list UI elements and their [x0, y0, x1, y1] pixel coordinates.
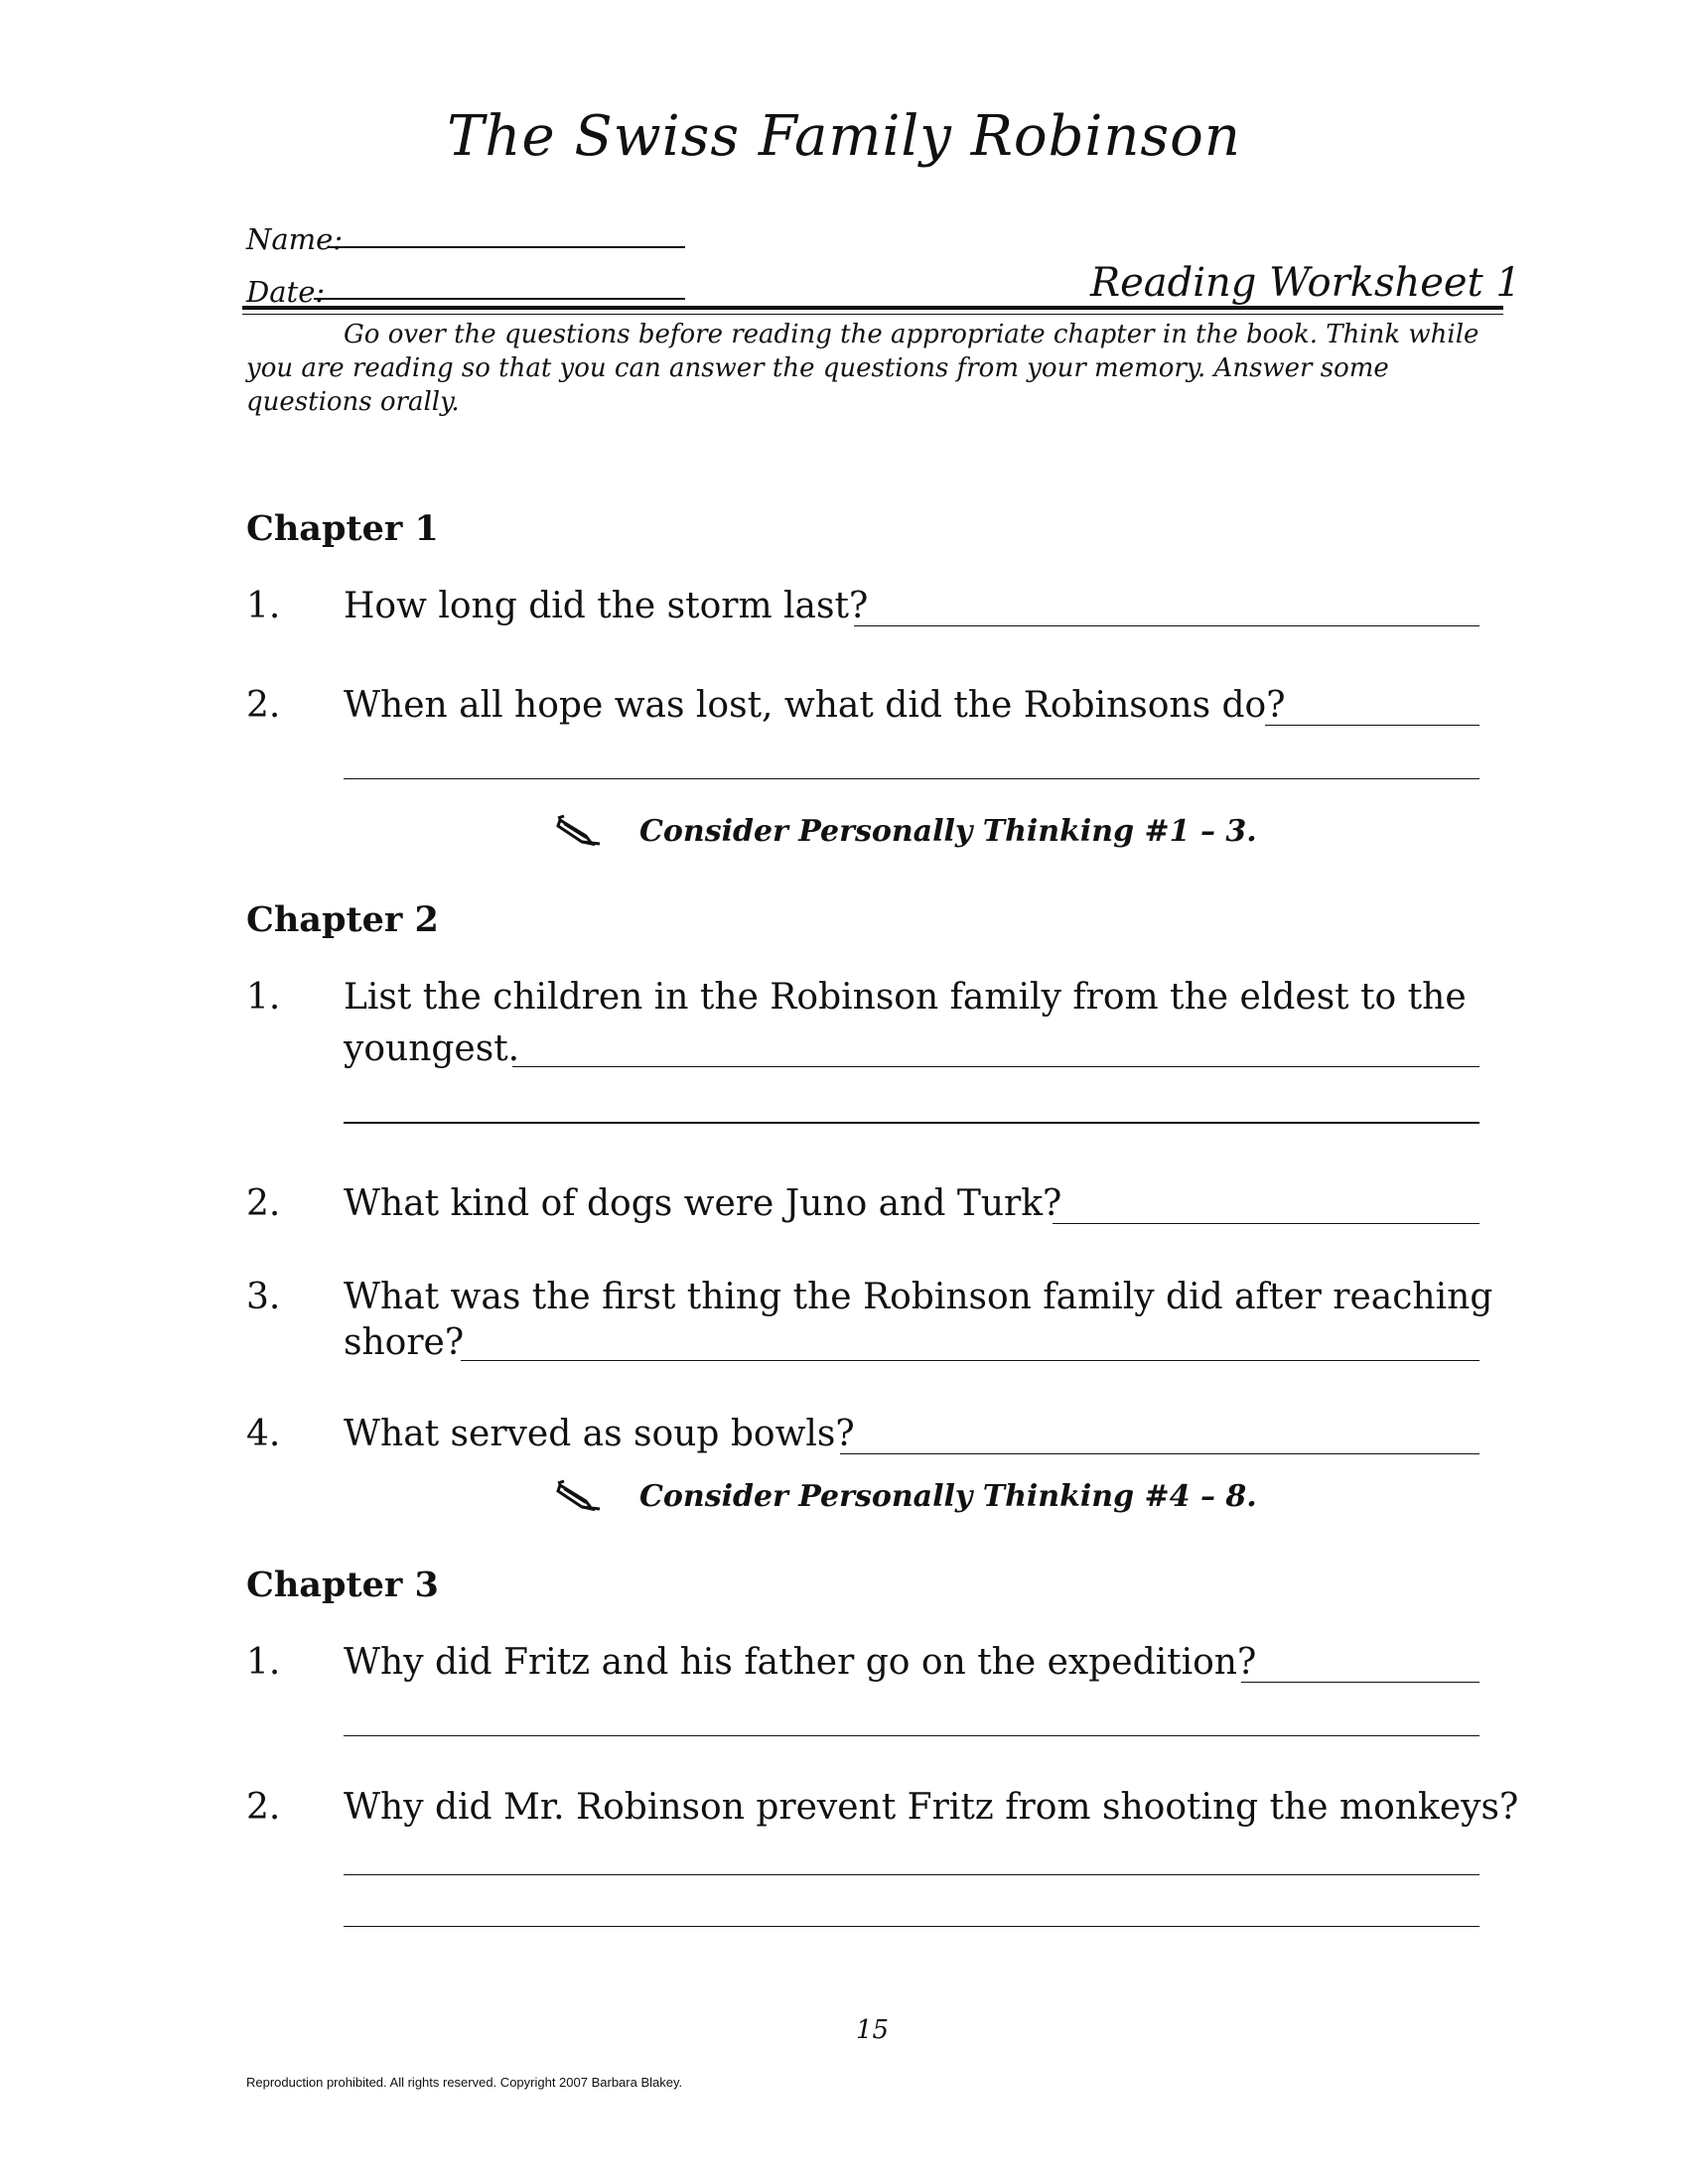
copyright-notice: Reproduction prohibited. All rights reserved. Copyright 2007 Barbara Blakey. [246, 2075, 683, 2090]
answer-line[interactable] [461, 1360, 1479, 1361]
header-rule-thin [242, 314, 1503, 315]
page-number: 15 [856, 2015, 890, 2045]
worksheet-title: Reading Worksheet 1 [1090, 260, 1521, 306]
question-text: Why did Fritz and his father go on the expedition? [344, 1642, 1257, 1683]
chapter-2-heading: Chapter 2 [246, 899, 439, 940]
question-text-cont: youngest. [344, 1028, 520, 1069]
question-number: 2. [246, 685, 281, 726]
instructions-text: Go over the questions before reading the appropriate chapter in the book. Think while you are reading so that you can answer the questions from your memory. Answer some questions orally. [246, 320, 1479, 417]
header-rule [242, 306, 1503, 310]
question-number: 3. [246, 1277, 281, 1317]
question-text: What was the first thing the Robinson family did after reaching [344, 1277, 1493, 1317]
date-label: Date: [246, 275, 326, 309]
answer-line[interactable] [1265, 725, 1479, 726]
answer-line[interactable] [840, 1453, 1479, 1454]
chapter-1-heading: Chapter 1 [246, 508, 439, 549]
date-field[interactable] [314, 298, 685, 300]
question-text: What kind of dogs were Juno and Turk? [344, 1183, 1062, 1224]
consider-note: Consider Personally Thinking #4 – 8. [639, 1479, 1257, 1514]
question-text: How long did the storm last? [344, 586, 869, 626]
answer-line[interactable] [344, 1874, 1479, 1875]
answer-line[interactable] [1241, 1682, 1479, 1683]
question-text-cont: shore? [344, 1322, 465, 1363]
question-number: 2. [246, 1183, 281, 1224]
question-number: 1. [246, 977, 281, 1018]
answer-line[interactable] [344, 1735, 1479, 1736]
consider-note: Consider Personally Thinking #1 – 3. [639, 814, 1257, 849]
pencil-icon [556, 814, 604, 848]
instructions [246, 318, 1507, 419]
page-title: The Swiss Family Robinson [447, 104, 1241, 169]
question-text: Why did Mr. Robinson prevent Fritz from shooting the monkeys? [344, 1787, 1519, 1828]
answer-line[interactable] [512, 1066, 1479, 1067]
name-field[interactable] [328, 246, 685, 248]
answer-line[interactable] [344, 1926, 1479, 1927]
answer-line[interactable] [1053, 1223, 1479, 1224]
question-text: List the children in the Robinson family from the eldest to the [344, 977, 1467, 1018]
name-label: Name: [246, 222, 344, 256]
answer-line[interactable] [344, 778, 1479, 779]
question-number: 4. [246, 1414, 281, 1454]
pencil-icon [556, 1479, 604, 1513]
question-number: 2. [246, 1787, 281, 1828]
question-text: What served as soup bowls? [344, 1414, 855, 1454]
chapter-3-heading: Chapter 3 [246, 1565, 439, 1605]
answer-line[interactable] [854, 625, 1479, 626]
question-number: 1. [246, 586, 281, 626]
question-number: 1. [246, 1642, 281, 1683]
question-text: When all hope was lost, what did the Robinsons do? [344, 685, 1286, 726]
answer-line[interactable] [344, 1122, 1479, 1124]
